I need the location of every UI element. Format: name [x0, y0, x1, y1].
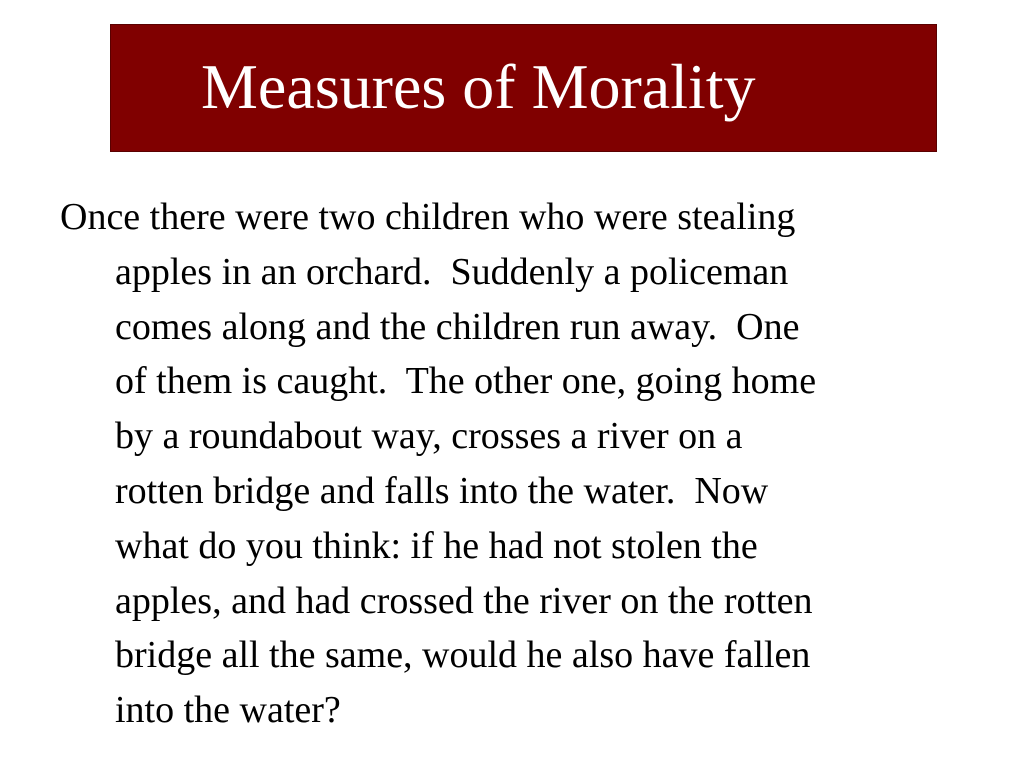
slide-title: Measures of Morality	[201, 51, 756, 122]
body-line: of them is caught. The other one, going home	[115, 360, 817, 403]
body-line: into the water?	[115, 689, 341, 732]
body-line: rotten bridge and falls into the water. Now	[115, 469, 769, 512]
body-line: apples, and had crossed the river on the rotten	[115, 579, 813, 622]
body-line: bridge all the same, would he also have fallen	[115, 634, 811, 677]
body-paragraph	[60, 190, 980, 738]
body-line: apples in an orchard. Suddenly a policeman	[115, 250, 789, 293]
title-banner	[110, 24, 937, 152]
body-line: what do you think: if he had not stolen the	[115, 524, 758, 567]
body-line: Once there were two children who were stealing	[60, 196, 796, 238]
body-line: by a roundabout way, crosses a river on a	[115, 415, 743, 458]
body-line: comes along and the children run away. One	[115, 305, 800, 348]
